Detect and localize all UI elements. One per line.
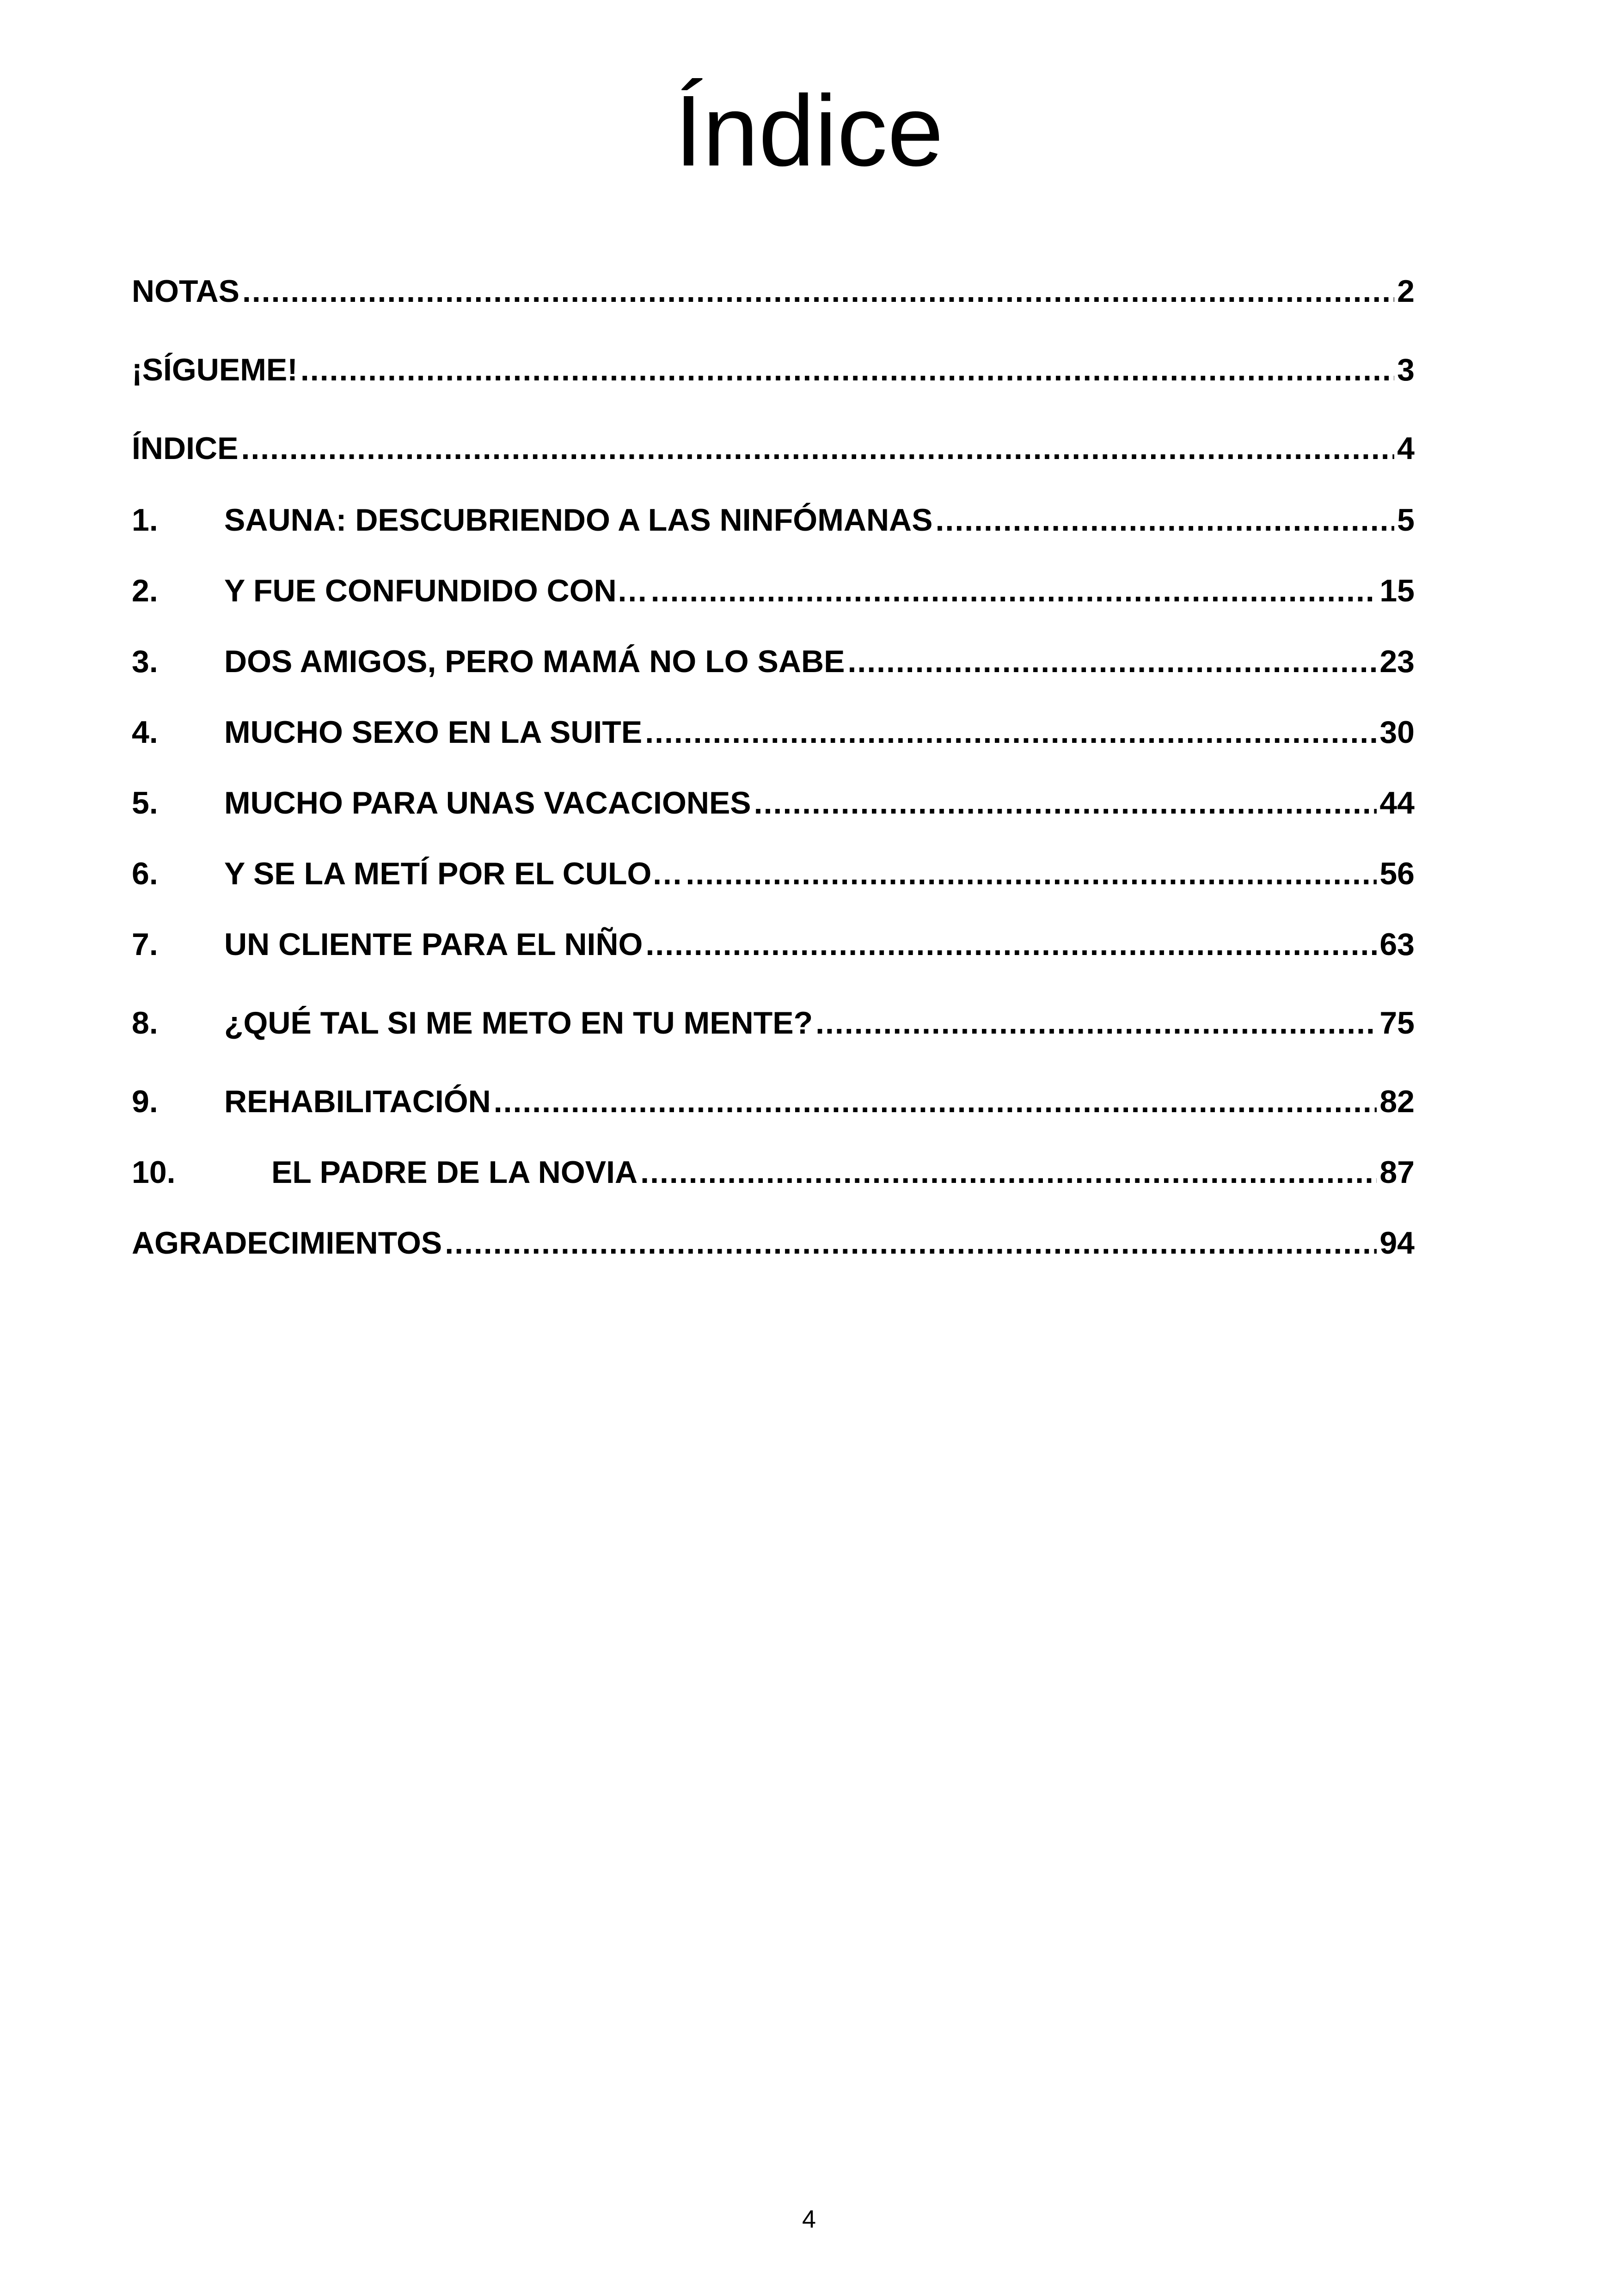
toc-entry-label: EL PADRE DE LA NOVIA [271, 1155, 638, 1190]
toc-entry-chapter-3[interactable] [132, 641, 1415, 682]
dot-leader [645, 924, 1377, 965]
page-number-footer: 4 [802, 2205, 816, 2233]
dot-leader [936, 499, 1395, 541]
toc-entry-number: 10. [132, 1155, 176, 1190]
dot-leader [242, 270, 1394, 312]
toc-entry-chapter-8[interactable] [132, 1002, 1415, 1044]
toc-entry-page: 75 [1379, 1005, 1415, 1041]
toc-entry-label: ¿QUÉ TAL SI ME METO EN TU MENTE? [224, 1005, 813, 1041]
toc-entry-chapter-2[interactable] [132, 570, 1415, 612]
toc-entry-number: 5. [132, 785, 158, 820]
toc-entry-chapter-1[interactable] [132, 499, 1415, 541]
toc-entry-page: 63 [1379, 927, 1415, 962]
toc-entry-number: 8. [132, 1005, 158, 1041]
toc-entry-label: REHABILITACIÓN [224, 1084, 491, 1119]
toc-entry-label: MUCHO PARA UNAS VACACIONES [224, 785, 751, 820]
toc-entry-label: Y SE LA METÍ POR EL CULO… [224, 856, 683, 891]
toc-entry-label: ÍNDICE [132, 431, 239, 466]
toc-entry-number: 3. [132, 644, 158, 679]
toc-entry-number: 6. [132, 856, 158, 891]
toc-entry-page: 94 [1379, 1225, 1415, 1261]
toc-entry-chapter-7[interactable] [132, 924, 1415, 965]
dot-leader [847, 641, 1377, 682]
dot-leader [686, 853, 1377, 894]
toc-entry-number: 9. [132, 1084, 158, 1119]
toc-entry-page: 4 [1397, 431, 1415, 466]
toc-entry-page: 82 [1379, 1084, 1415, 1119]
page-title: Índice [674, 75, 944, 187]
toc-entry-label: SAUNA: DESCUBRIENDO A LAS NINFÓMANAS [224, 502, 933, 538]
toc-entry-page: 2 [1397, 274, 1415, 309]
toc-entry-chapter-5[interactable] [132, 782, 1415, 824]
dot-leader [494, 1081, 1377, 1122]
toc-entry-page: 23 [1379, 644, 1415, 679]
toc-entry-chapter-4[interactable] [132, 711, 1415, 753]
toc-entry-number: 4. [132, 715, 158, 750]
toc-entry-page: 87 [1379, 1155, 1415, 1190]
toc-entry-page: 15 [1379, 573, 1415, 608]
toc-entry-label: UN CLIENTE PARA EL NIÑO [224, 927, 643, 962]
toc-entry-page: 56 [1379, 856, 1415, 891]
toc-entry-page: 5 [1397, 502, 1415, 538]
toc-entry-label: Y FUE CONFUNDIDO CON… [224, 573, 648, 608]
dot-leader [241, 428, 1394, 469]
toc-entry-number: 1. [132, 502, 158, 538]
toc-entry-chapter-6[interactable] [132, 853, 1415, 894]
dot-leader [754, 782, 1377, 824]
toc-entry-label: AGRADECIMIENTOS [132, 1225, 442, 1261]
dot-leader [640, 1151, 1377, 1193]
toc-entry-indice[interactable] [132, 428, 1415, 469]
toc-entry-chapter-9[interactable] [132, 1081, 1415, 1122]
toc-entry-label: ¡SÍGUEME! [132, 352, 298, 387]
dot-leader [651, 570, 1377, 612]
toc-entry-notas[interactable] [132, 270, 1415, 312]
toc-entry-page: 30 [1379, 715, 1415, 750]
dot-leader [300, 349, 1394, 391]
dot-leader [815, 1002, 1377, 1044]
toc-entry-page: 44 [1379, 785, 1415, 820]
toc-entry-label: DOS AMIGOS, PERO MAMÁ NO LO SABE [224, 644, 845, 679]
toc-entry-chapter-10[interactable] [132, 1151, 1415, 1193]
toc-entry-number: 7. [132, 927, 158, 962]
toc-entry-sigueme[interactable] [132, 349, 1415, 391]
toc-entry-number: 2. [132, 573, 158, 608]
dot-leader [445, 1222, 1377, 1264]
dot-leader [645, 711, 1377, 753]
toc-entry-agradecimientos[interactable] [132, 1222, 1415, 1264]
toc-entry-label: NOTAS [132, 274, 239, 309]
toc-entry-label: MUCHO SEXO EN LA SUITE [224, 715, 643, 750]
toc-entry-page: 3 [1397, 352, 1415, 387]
